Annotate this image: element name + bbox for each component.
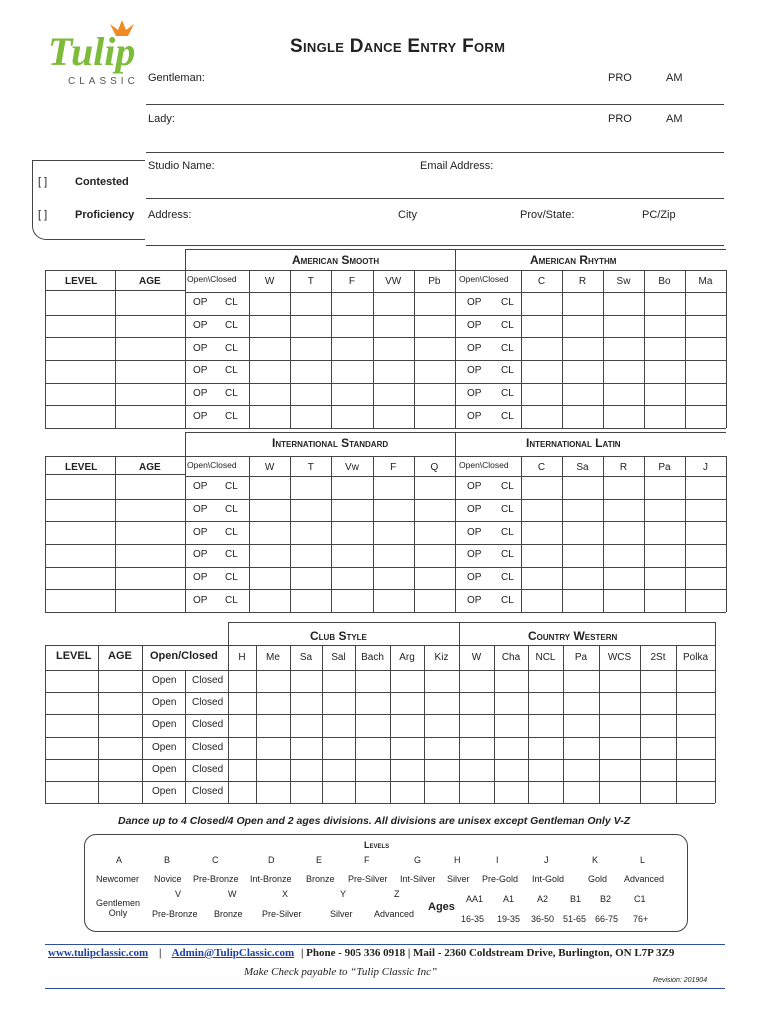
- dance-header-arg: Arg: [399, 652, 415, 663]
- open-option[interactable]: Open: [152, 763, 177, 775]
- grid-line-v: [455, 270, 456, 428]
- grid-line-h: [45, 521, 185, 522]
- grid-line-v: [98, 645, 99, 803]
- grid-line-h: [45, 270, 726, 271]
- cl-option[interactable]: CL: [501, 504, 514, 515]
- grid-line-v: [414, 270, 415, 428]
- dance-header-bach: Bach: [361, 652, 384, 663]
- right-section-title: Country Western: [528, 629, 618, 643]
- grid-line-v: [331, 270, 332, 428]
- op-option[interactable]: OP: [193, 410, 208, 422]
- gent-name: Bronze: [214, 909, 243, 919]
- grid-line-v: [676, 645, 677, 803]
- openclosed-header: Open/Closed: [150, 650, 218, 662]
- open-option[interactable]: Open: [152, 675, 177, 687]
- grid-line-h: [45, 759, 715, 760]
- left-section-title: Club Style: [310, 629, 367, 643]
- grid-line-v: [640, 645, 641, 803]
- grid-line-v: [228, 645, 229, 803]
- op-option[interactable]: OP: [193, 572, 208, 583]
- open-option[interactable]: Open: [152, 741, 177, 753]
- op-option[interactable]: OP: [467, 388, 482, 399]
- op-option[interactable]: OP: [467, 342, 482, 354]
- dance-header-sa: Sa: [576, 462, 589, 473]
- grid-line-v: [603, 270, 604, 428]
- cl-option[interactable]: CL: [225, 342, 238, 354]
- age-header: AGE: [108, 650, 132, 662]
- dance-header-c: C: [537, 276, 546, 287]
- dance-header-2st: 2St: [650, 652, 666, 663]
- grid-line-h: [45, 428, 726, 429]
- website-link[interactable]: www.tulipclassic.com: [48, 947, 149, 959]
- op-option[interactable]: OP: [467, 526, 482, 538]
- grid-line-h: [45, 645, 715, 646]
- grid-line-h: [45, 692, 715, 693]
- grid-line-v: [290, 645, 291, 803]
- grid-line-v: [459, 622, 460, 803]
- op-option[interactable]: OP: [467, 320, 482, 331]
- grid-line-v: [521, 270, 522, 428]
- dance-header-cha: Cha: [501, 652, 521, 663]
- grid-line-h: [45, 474, 185, 475]
- dance-header-f: F: [348, 276, 356, 287]
- entry-note: Dance up to 4 Closed/4 Open and 2 ages divisions. All divisions are unisex except Gentleman Only V-Z: [118, 815, 631, 827]
- level-name: Silver: [447, 874, 470, 884]
- dance-header-w: W: [264, 276, 275, 287]
- closed-option[interactable]: Closed: [192, 763, 224, 775]
- op-option[interactable]: OP: [193, 504, 208, 515]
- cl-option[interactable]: CL: [225, 594, 238, 606]
- grid-line-h: [45, 567, 185, 568]
- op-option[interactable]: OP: [467, 504, 482, 515]
- dance-header-c: C: [537, 462, 546, 473]
- dance-header-j: J: [703, 462, 708, 473]
- level-name: Gold: [588, 874, 608, 884]
- cl-option[interactable]: CL: [501, 594, 514, 606]
- gent-name: Pre-Bronze: [152, 909, 198, 919]
- dance-header-t: T: [307, 276, 314, 287]
- level-letter: J: [544, 855, 549, 865]
- footer-line: [48, 947, 674, 959]
- cl-option[interactable]: CL: [225, 320, 238, 331]
- cl-option[interactable]: CL: [501, 572, 514, 583]
- level-letter: A: [116, 855, 123, 865]
- closed-option[interactable]: Closed: [192, 741, 224, 753]
- city-label: City: [398, 209, 417, 221]
- gentlemen-only-label: Gentlemen Only: [95, 898, 141, 918]
- op-option[interactable]: OP: [193, 549, 208, 561]
- dance-header-w: W: [264, 462, 275, 473]
- left-section-title: International Standard: [272, 436, 389, 450]
- age-code: B1: [570, 894, 582, 904]
- grid-line-v: [115, 270, 116, 428]
- grid-line-v: [290, 270, 291, 428]
- level-letter: D: [268, 855, 275, 865]
- gent-letter: X: [282, 889, 289, 899]
- grid-line-v: [685, 270, 686, 428]
- check-note: Make Check payable to “Tulip Classic Inc”: [244, 966, 438, 978]
- level-letter: E: [316, 855, 323, 865]
- age-range: 76+: [633, 914, 649, 924]
- age-range: 66-75: [595, 914, 619, 924]
- op-option[interactable]: OP: [467, 594, 482, 606]
- level-name: Newcomer: [96, 874, 140, 884]
- page-title: Single Dance Entry Form: [290, 36, 506, 57]
- age-range: 36-50: [531, 914, 555, 924]
- age-range: 19-35: [497, 914, 521, 924]
- grid-line-h: [45, 781, 715, 782]
- grid-line-v: [355, 645, 356, 803]
- age-header: AGE: [139, 276, 161, 287]
- grid-line-v: [249, 270, 250, 428]
- level-name: Int-Gold: [532, 874, 565, 884]
- dance-header-r: R: [619, 462, 628, 473]
- level-letter: K: [592, 855, 599, 865]
- level-letter: H: [454, 855, 461, 865]
- cl-option[interactable]: CL: [225, 549, 238, 561]
- gent-letter: Y: [340, 889, 347, 899]
- op-option[interactable]: OP: [467, 572, 482, 583]
- level-name: Bronze: [306, 874, 335, 884]
- level-name: Int-Bronze: [250, 874, 292, 884]
- dance-header-vw: Vw: [345, 462, 359, 473]
- dance-header-pa: Pa: [574, 652, 588, 663]
- grid-line-h: [45, 737, 715, 738]
- grid-line-h: [45, 290, 185, 291]
- dance-header-sw: Sw: [616, 276, 631, 287]
- closed-option[interactable]: Closed: [192, 675, 224, 687]
- grid-line-h: [45, 456, 726, 457]
- cl-option[interactable]: CL: [225, 526, 238, 538]
- prov-label: Prov/State:: [520, 209, 575, 221]
- logo-sub: CLASSIC: [68, 76, 139, 87]
- grid-line-v: [562, 270, 563, 428]
- level-header: LEVEL: [56, 650, 92, 662]
- age-code: AA1: [466, 894, 484, 904]
- contested-label: Contested: [75, 176, 129, 188]
- grid-line-h: [228, 622, 715, 623]
- grid-line-v: [45, 270, 46, 428]
- grid-line-v: [256, 645, 257, 803]
- op-option[interactable]: OP: [193, 297, 208, 309]
- grid-line-v: [322, 645, 323, 803]
- cl-option[interactable]: CL: [225, 388, 238, 399]
- level-letter: I: [496, 855, 499, 865]
- open-option[interactable]: Open: [152, 785, 177, 797]
- grid-line-v: [228, 622, 229, 645]
- op-option[interactable]: OP: [193, 594, 208, 606]
- op-option[interactable]: OP: [467, 365, 482, 377]
- op-option[interactable]: OP: [467, 549, 482, 561]
- dance-header-me: Me: [266, 652, 280, 663]
- grid-line-h: [45, 337, 185, 338]
- op-option[interactable]: OP: [193, 365, 208, 377]
- closed-option[interactable]: Closed: [192, 785, 224, 797]
- cl-option[interactable]: CL: [501, 297, 514, 309]
- dance-header-ncl: NCL: [535, 652, 556, 663]
- cl-option[interactable]: CL: [501, 549, 514, 561]
- level-name: Novice: [154, 874, 182, 884]
- cl-option[interactable]: CL: [501, 388, 514, 399]
- level-letter: G: [414, 855, 422, 865]
- dance-header-wcs: WCS: [607, 652, 632, 663]
- op-option[interactable]: OP: [467, 410, 482, 422]
- grid-line-v: [185, 432, 186, 456]
- cl-option[interactable]: CL: [501, 410, 514, 422]
- dance-header-sal: Sal: [331, 652, 346, 663]
- grid-line-v: [726, 270, 727, 428]
- grid-line-v: [424, 645, 425, 803]
- grid-line-v: [494, 645, 495, 803]
- dance-header-h: H: [238, 652, 246, 663]
- dance-header-vw: VW: [385, 276, 402, 287]
- dance-header-t: T: [307, 462, 314, 473]
- dance-header-f: F: [390, 462, 397, 473]
- grid-line-h: [45, 670, 715, 671]
- open-option[interactable]: Open: [152, 697, 177, 709]
- openclosed-header: Open\Closed: [187, 460, 237, 470]
- grid-line-v: [45, 645, 46, 803]
- gentleman-am: AM: [666, 72, 683, 84]
- age-code: A2: [537, 894, 549, 904]
- grid-line-v: [599, 645, 600, 803]
- cl-option[interactable]: CL: [225, 504, 238, 515]
- dance-header-kiz: Kiz: [434, 652, 449, 663]
- grid-line-h: [185, 476, 726, 477]
- closed-option[interactable]: Closed: [192, 697, 224, 709]
- op-option[interactable]: OP: [467, 297, 482, 309]
- revision: Revision: 201904: [653, 977, 708, 984]
- gentleman-label: Gentleman:: [148, 72, 205, 84]
- grid-line-h: [45, 714, 715, 715]
- open-option[interactable]: Open: [152, 719, 177, 731]
- footer-contact: | Phone - 905 336 0918 | Mail - 2360 Coldstream Drive, Burlington, ON L7P 3Z9: [300, 947, 675, 959]
- dance-header-polka: Polka: [682, 652, 708, 663]
- grid-line-v: [715, 622, 716, 803]
- gentleman-pro: PRO: [608, 72, 632, 84]
- op-option[interactable]: OP: [193, 342, 208, 354]
- grid-line-h: [45, 589, 185, 590]
- grid-line-v: [185, 270, 186, 428]
- op-option[interactable]: OP: [193, 320, 208, 331]
- grid-line-v: [185, 249, 186, 270]
- grid-line-h: [45, 360, 185, 361]
- gent-letter: W: [228, 889, 237, 899]
- level-letter: F: [364, 855, 370, 865]
- pc-label: PC/Zip: [642, 209, 676, 221]
- level-name: Pre-Gold: [482, 874, 519, 884]
- age-code: A1: [503, 894, 515, 904]
- level-letter: L: [640, 855, 646, 865]
- op-option[interactable]: OP: [193, 388, 208, 399]
- level-header: LEVEL: [65, 462, 98, 473]
- gent-letter: V: [175, 889, 182, 899]
- openclosed-header: Open\Closed: [187, 274, 237, 284]
- logo-word: Tulip: [48, 29, 136, 74]
- grid-line-v: [373, 270, 374, 428]
- level-name: Advanced: [624, 874, 665, 884]
- dance-header-pb: Pb: [428, 276, 441, 287]
- grid-line-v: [644, 270, 645, 428]
- level-letter: B: [164, 855, 171, 865]
- openclosed-header: Open\Closed: [459, 460, 509, 470]
- dance-header-bo: Bo: [658, 276, 671, 287]
- gent-name: Advanced: [374, 909, 415, 919]
- grid-line-v: [563, 645, 564, 803]
- entry-type-box: [32, 160, 145, 240]
- grid-line-v: [455, 432, 456, 456]
- contested-checkbox[interactable]: [ ]: [38, 176, 48, 188]
- cl-option[interactable]: CL: [501, 342, 514, 354]
- footer-sep: |: [158, 947, 162, 959]
- lady-label: Lady:: [148, 113, 175, 125]
- right-section-title: American Rhythm: [530, 253, 617, 267]
- level-name: Int-Silver: [400, 874, 436, 884]
- grid-line-v: [455, 249, 456, 270]
- grid-line-v: [142, 645, 143, 803]
- proficiency-label: Proficiency: [75, 209, 135, 221]
- lady-pro: PRO: [608, 113, 632, 125]
- dance-header-r: R: [578, 276, 587, 287]
- gent-name: Pre-Silver: [262, 909, 302, 919]
- level-name: Pre-Bronze: [193, 874, 239, 884]
- dance-header-w: W: [471, 652, 482, 663]
- dance-header-q: Q: [430, 462, 439, 473]
- grid-line-h: [45, 315, 185, 316]
- grid-line-h: [45, 544, 185, 545]
- dance-header-ma: Ma: [698, 276, 713, 287]
- cl-option[interactable]: CL: [501, 526, 514, 538]
- level-name: Pre-Silver: [348, 874, 388, 884]
- cl-option[interactable]: CL: [225, 481, 238, 493]
- grid-line-v: [528, 645, 529, 803]
- grid-line-h: [45, 612, 726, 613]
- grid-line-h: [185, 292, 726, 293]
- ages-label: Ages: [428, 901, 455, 913]
- left-section-title: American Smooth: [292, 253, 380, 267]
- op-option[interactable]: OP: [193, 526, 208, 538]
- gent-letter: Z: [394, 889, 400, 899]
- cl-option[interactable]: CL: [225, 410, 238, 422]
- age-code: C1: [634, 894, 646, 904]
- cl-option[interactable]: CL: [501, 481, 514, 493]
- cl-option[interactable]: CL: [501, 365, 514, 377]
- proficiency-checkbox[interactable]: [ ]: [38, 209, 48, 221]
- grid-line-h: [45, 405, 185, 406]
- op-option[interactable]: OP: [467, 481, 482, 493]
- age-range: 16-35: [461, 914, 485, 924]
- studio-label: Studio Name:: [148, 160, 215, 172]
- cl-option[interactable]: CL: [225, 297, 238, 309]
- age-code: B2: [600, 894, 612, 904]
- logo: [44, 18, 144, 90]
- age-range: 51-65: [563, 914, 587, 924]
- grid-line-v: [390, 645, 391, 803]
- dance-header-pa: Pa: [658, 462, 671, 473]
- level-header: LEVEL: [65, 276, 98, 287]
- grid-line-h: [45, 383, 185, 384]
- age-header: AGE: [139, 462, 161, 473]
- email-label: Email Address:: [420, 160, 494, 172]
- gent-name: Silver: [330, 909, 353, 919]
- op-option[interactable]: OP: [193, 481, 208, 493]
- grid-line-h: [45, 803, 715, 804]
- dance-header-sa: Sa: [299, 652, 313, 663]
- openclosed-header: Open\Closed: [459, 274, 509, 284]
- cl-option[interactable]: CL: [225, 572, 238, 583]
- cl-option[interactable]: CL: [225, 365, 238, 377]
- grid-line-h: [45, 499, 185, 500]
- email-link[interactable]: Admin@TulipClassic.com: [171, 947, 295, 959]
- levels-title: Levels: [364, 840, 390, 850]
- level-letter: C: [212, 855, 219, 865]
- right-section-title: International Latin: [526, 436, 621, 450]
- lady-am: AM: [666, 113, 683, 125]
- cl-option[interactable]: CL: [501, 320, 514, 331]
- grid-line-v: [726, 456, 727, 612]
- address-label: Address:: [148, 209, 192, 221]
- closed-option[interactable]: Closed: [192, 719, 224, 731]
